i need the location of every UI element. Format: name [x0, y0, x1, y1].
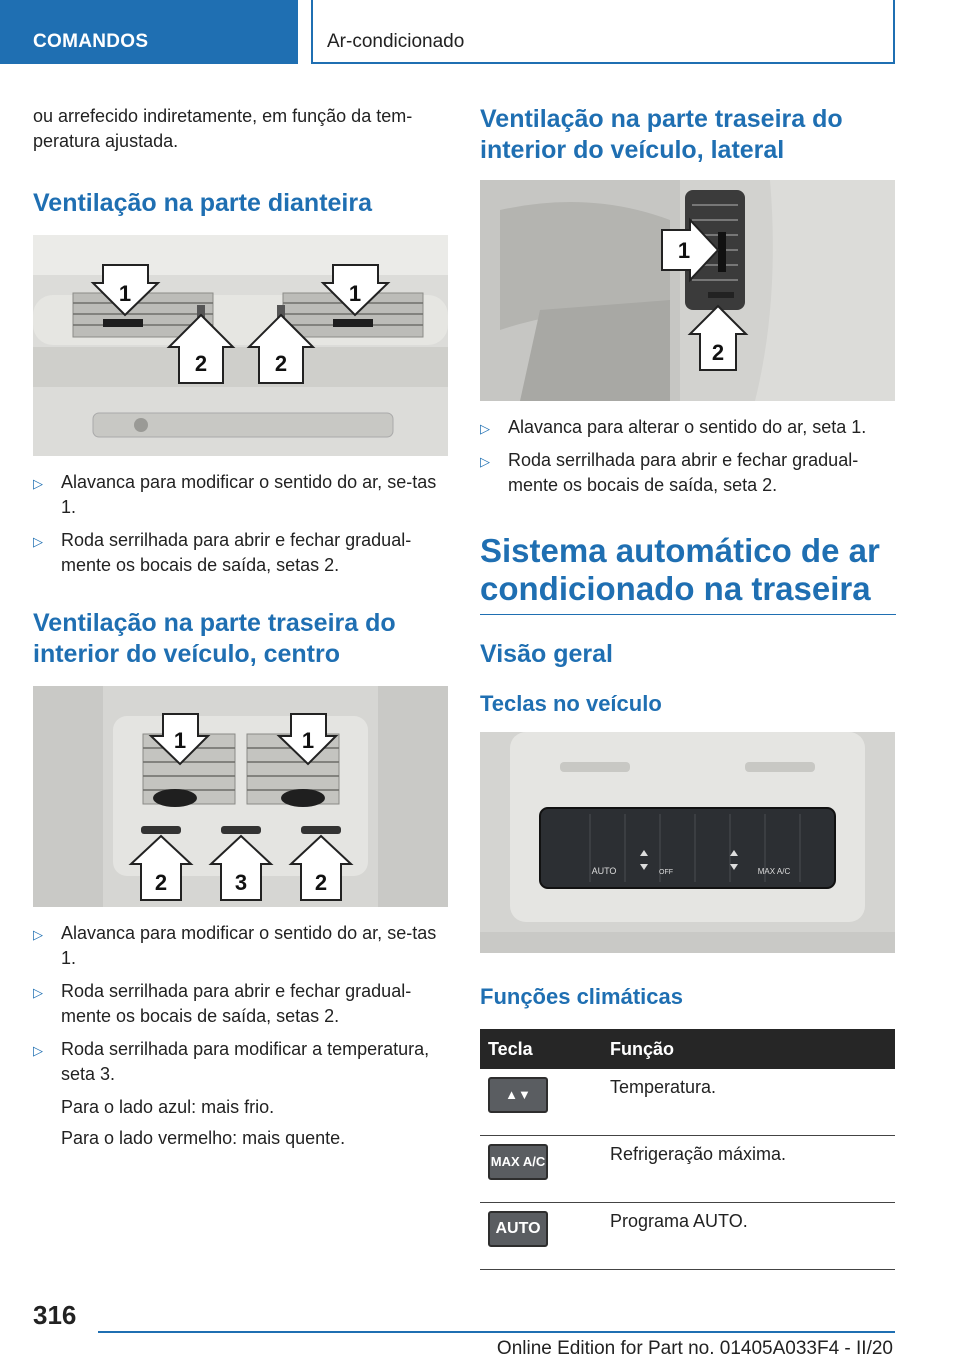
panel-off-text: OFF [659, 869, 673, 876]
rear-center-label-2b: 2 [314, 870, 328, 895]
rear-auto-ac-title: Sistema automático de ar condicionado na traseira [480, 532, 880, 607]
front-label-2a: 2 [194, 351, 208, 376]
front-label-1a: 1 [118, 281, 132, 306]
triangle-bullet-icon: ▷ [33, 927, 43, 942]
rear-side-vent-figure [480, 180, 895, 401]
section-tab: COMANDOS [0, 0, 298, 64]
header-function: Função [602, 1029, 895, 1069]
panel-maxac-text: MAX A/C [757, 867, 791, 876]
triangle-bullet-icon: ▷ [480, 454, 490, 469]
rear-panel-figure [480, 732, 895, 953]
list-item: ▷ Roda serrilhada para abrir e fechar gradual-mente os bocais de saída, setas 2. [33, 530, 412, 575]
rear-center-vent-title: Ventilação na parte traseira do interior do veículo, centro [33, 609, 396, 668]
triangle-bullet-icon: ▷ [33, 1043, 43, 1058]
rear-side-vent-list [480, 415, 896, 498]
rear-center-label-1b: 1 [301, 728, 315, 753]
footer-edition: Online Edition for Part no. 01405A033F4 - II/20 [496, 1338, 893, 1359]
rear-center-label-3: 3 [234, 870, 248, 895]
left-column [33, 104, 449, 1157]
function-cell: Temperatura. [602, 1069, 895, 1136]
rear-side-label-2: 2 [711, 340, 725, 365]
triangle-bullet-icon: ▷ [33, 985, 43, 1000]
list-item: ▷ Roda serrilhada para abrir e fechar gradual-mente os bocais de saída, setas 2. [33, 981, 412, 1026]
list-item: ▷ Alavanca para modificar o sentido do ar, se-tas 1. [33, 923, 437, 968]
rear-center-label-2a: 2 [154, 870, 168, 895]
front-label-2b: 2 [274, 351, 288, 376]
triangle-bullet-icon: ▷ [33, 476, 43, 491]
footer-rule [98, 1331, 895, 1333]
functions-title: Funções climáticas [480, 984, 683, 1009]
temperature-key-icon: ▲▼ [488, 1077, 548, 1113]
list-item: ▷ Roda serrilhada para modificar a temperatura, seta 3. [33, 1039, 430, 1084]
table-row [480, 1136, 895, 1203]
rear-side-vent-title: Ventilação na parte traseira do interior do veículo, lateral [480, 105, 843, 164]
note-blue: Para o lado azul: mais frio. [61, 1097, 275, 1117]
front-vent-figure [33, 235, 448, 456]
key-cell [480, 1069, 602, 1136]
intro-text: ou arrefecido indiretamente, em função da tem-peratura ajustada. [33, 106, 413, 151]
header-key: Tecla [480, 1029, 602, 1069]
rear-side-label-1: 1 [677, 238, 691, 263]
table-header-row [480, 1029, 895, 1069]
chapter-title: Ar-condicionado [311, 0, 895, 64]
triangle-bullet-icon: ▷ [480, 421, 490, 436]
panel-auto-text: AUTO [591, 866, 617, 876]
front-vent-list [33, 470, 449, 578]
function-cell: Refrigeração máxima. [602, 1136, 895, 1203]
front-label-1b: 1 [348, 281, 362, 306]
keys-title: Teclas no veículo [480, 691, 662, 716]
function-cell: Programa AUTO. [602, 1203, 895, 1270]
overview-title: Visão geral [480, 640, 613, 668]
table-row [480, 1203, 895, 1270]
page-number: 316 [33, 1300, 77, 1330]
triangle-bullet-icon: ▷ [33, 534, 43, 549]
section-rule [480, 614, 896, 615]
right-column [480, 104, 896, 1270]
rear-center-label-1a: 1 [173, 728, 187, 753]
max-ac-key-icon: MAX A/C [488, 1144, 548, 1180]
list-item: ▷ Alavanca para alterar o sentido do ar, seta 1. [480, 415, 896, 440]
table-row [480, 1069, 895, 1136]
key-cell [480, 1203, 602, 1270]
functions-table [480, 1029, 895, 1270]
front-vent-title: Ventilação na parte dianteira [33, 189, 373, 217]
rear-center-vent-figure [33, 686, 448, 907]
rear-center-vent-list [33, 921, 449, 1087]
key-cell [480, 1136, 602, 1203]
list-item: ▷ Alavanca para modificar o sentido do ar, se-tas 1. [33, 472, 437, 517]
note-red: Para o lado vermelho: mais quente. [61, 1128, 346, 1148]
list-item: ▷ Roda serrilhada para abrir e fechar gradual-mente os bocais de saída, seta 2. [480, 450, 859, 495]
auto-key-icon: AUTO [488, 1211, 548, 1247]
